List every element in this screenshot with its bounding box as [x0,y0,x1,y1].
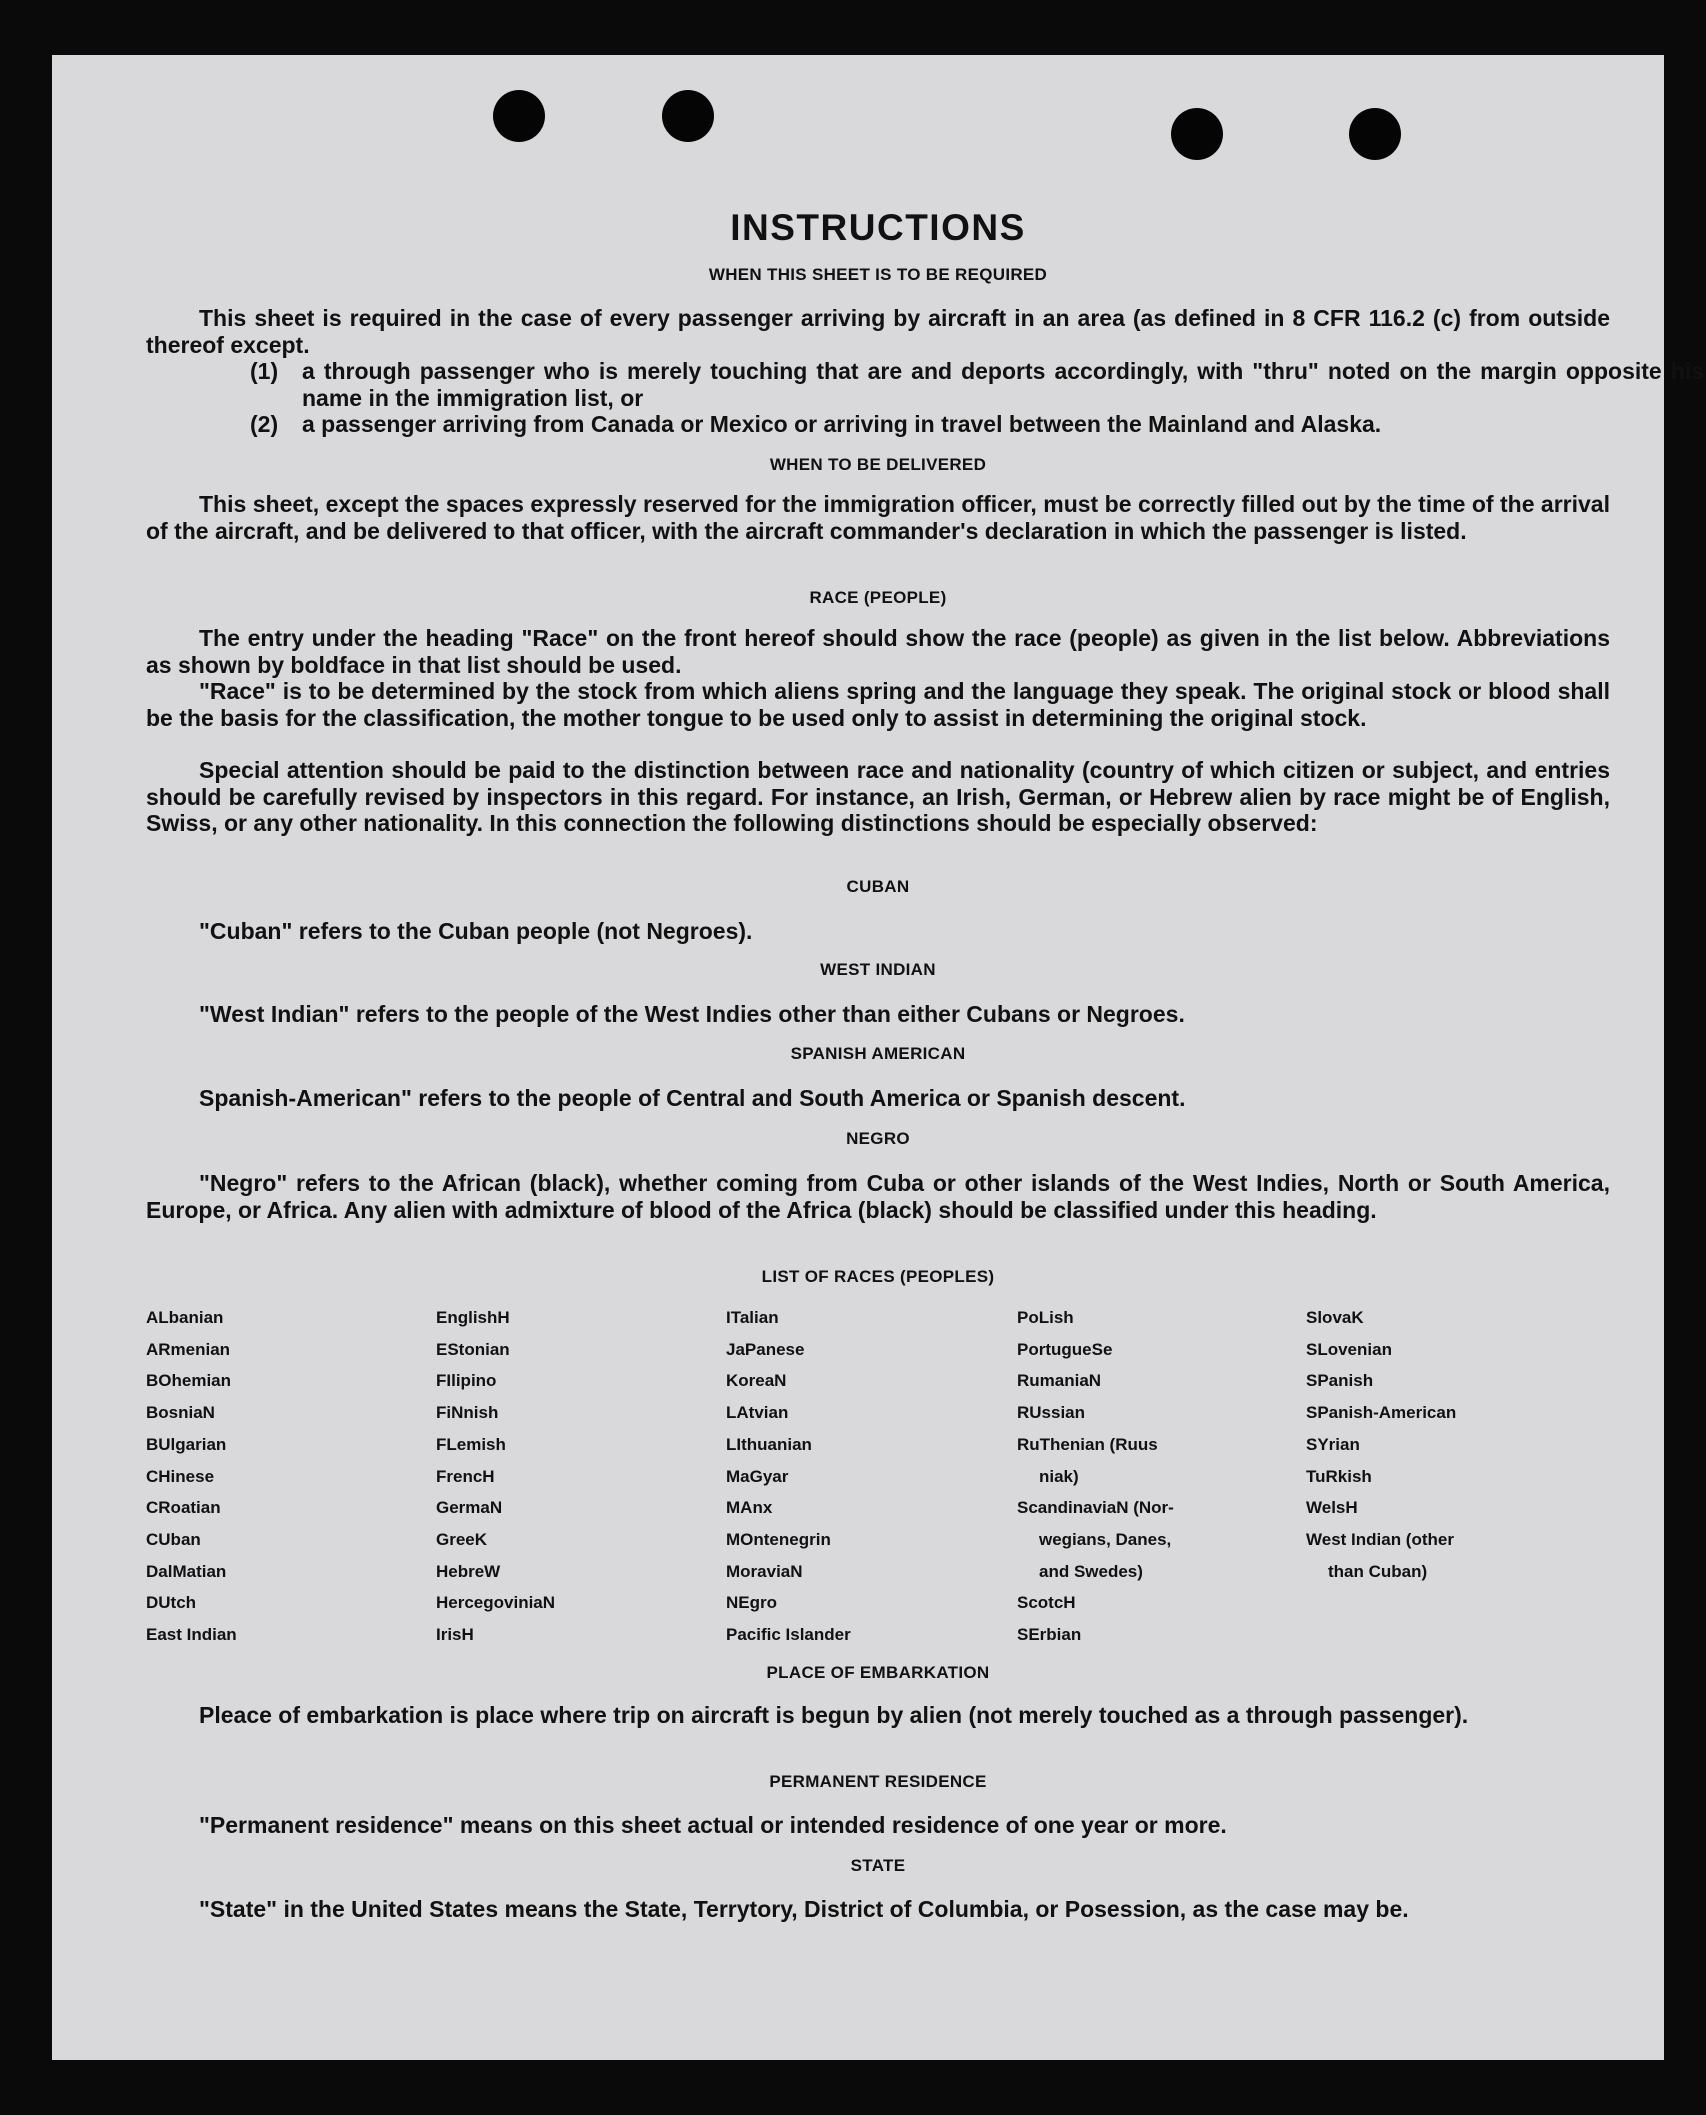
race-entry: RUssian [1017,1403,1086,1423]
race-entry: FiNnish [436,1403,499,1423]
heading-west-indian: WEST INDIAN [820,960,936,979]
race-entry: CRoatian [146,1498,221,1518]
punch-hole [1349,108,1401,160]
race-entry: ITalian [726,1308,779,1327]
list-item-number: (1) [250,358,279,384]
race-entry: CUban [146,1529,201,1549]
race-entry: ALbanian [146,1308,224,1327]
race-entry: FIlipino [436,1371,497,1391]
paragraph-permanent-residence: "Permanent residence" means on this sheet actual or intended residence of one year or more. [199,1812,1227,1838]
races-column-4 [1017,1302,1277,1651]
list-item-number: (2) [250,411,279,437]
race-entry: East Indian [146,1625,237,1645]
race-entry: DalMatian [146,1561,227,1581]
list-item-text: a passenger arriving from Canada or Mexico or arriving in travel between the Mainland and Alaska. [302,411,1382,437]
punch-hole [493,90,545,142]
paragraph-embarkation: Pleace of embarkation is place where trip on aircraft is begun by alien (not merely touched as a through passenger). [199,1702,1469,1728]
page-title: INSTRUCTIONS [730,207,1026,248]
race-entry: MOntenegrin [726,1529,831,1549]
race-entry: LIthuanian [726,1434,812,1454]
race-entry: GermaN [436,1498,503,1518]
punch-hole [1171,108,1223,160]
race-entry: PoLish [1017,1308,1074,1327]
race-entry-continued: wegians, Danes, [1039,1529,1172,1549]
paragraph-race-3: Special attention should be paid to the distinction between race and nationality (country of which citizen or subject, and entries should be carefully revised by inspectors in this regard. For instance, an Irish, German, or Hebrew alien by race might be of English, Swiss, or any other nationality. In this connection the following distinctions should be especially observed: [146,757,1610,836]
list-item-text: a through passenger who is merely touching that are and deports accordingly, with "thru" noted on the margin opposite his name in the immigration list, or [302,358,1704,411]
race-entry: MaGyar [726,1466,789,1486]
heading-spanish-american: SPANISH AMERICAN [790,1044,966,1063]
race-entry: EnglishH [436,1308,510,1327]
race-entry-continued: and Swedes) [1039,1561,1143,1581]
race-entry: RumaniaN [1017,1371,1102,1391]
race-entry: JaPanese [726,1339,805,1359]
race-entry: Pacific Islander [726,1625,851,1645]
race-entry: PortugueSe [1017,1339,1113,1359]
races-column-3 [726,1302,986,1651]
race-entry: SPanish-American [1306,1403,1457,1423]
paragraph-race-1: The entry under the heading "Race" on the front hereof should show the race (people) as given in the list below. Abbreviations as shown by boldface in that list should be used. [146,625,1610,678]
race-entry: MAnx [726,1498,773,1518]
race-entry: BOhemian [146,1371,232,1391]
race-entry: HercegoviniaN [436,1593,556,1613]
race-entry: SlovaK [1306,1308,1364,1327]
race-entry: West Indian (other [1306,1529,1454,1549]
list-item [250,411,1704,438]
race-entry: FLemish [436,1434,506,1454]
races-column-5 [1306,1302,1566,1587]
paragraph-state: "State" in the United States means the State, Terrytory, District of Columbia, or Posession, as the case may be. [199,1896,1409,1922]
paragraph-race-2: "Race" is to be determined by the stock from which aliens spring and the language they speak. The original stock or blood shall be the basis for the classification, the mother tongue to be used only to assist in determining the original stock. [146,678,1610,731]
race-entry: GreeK [436,1529,488,1549]
races-column-2 [436,1302,696,1651]
race-entry: ScandinaviaN (Nor- [1017,1498,1174,1518]
race-entry: WelsH [1306,1498,1358,1518]
race-entry: TuRkish [1306,1466,1372,1486]
race-entry: SErbian [1017,1625,1082,1645]
race-entry: LAtvian [726,1403,789,1423]
race-entry: NEgro [726,1593,777,1613]
race-entry: DUtch [146,1593,197,1613]
race-entry: BosniaN [146,1403,215,1423]
paragraph-west-indian: "West Indian" refers to the people of the West Indies other than either Cubans or Negroes. [199,1001,1185,1027]
race-entry: FrencH [436,1466,495,1486]
heading-state: STATE [850,1856,906,1875]
race-entry-continued: niak) [1039,1466,1079,1486]
paragraph-when-delivered: This sheet, except the spaces expressly reserved for the immigration officer, must be correctly filled out by the time of the arrival of the aircraft, and be delivered to that officer, with the aircraft commander's declaration in which the passenger is listed. [146,491,1610,544]
paragraph-when-required: This sheet is required in the case of every passenger arriving by aircraft in an area (as defined in 8 CFR 116.2 (c) from outside thereof except. [146,305,1610,358]
race-entry: HebreW [436,1561,501,1581]
race-entry: RuThenian (Ruus [1017,1434,1158,1454]
paragraph-negro: "Negro" refers to the African (black), whether coming from Cuba or other islands of the West Indies, North or South America, Europe, or Africa. Any alien with admixture of blood of the Africa (black) should be classified under this heading. [146,1170,1610,1223]
heading-negro: NEGRO [846,1129,910,1148]
race-entry-continued: than Cuban) [1328,1561,1428,1581]
race-entry: SLovenian [1306,1339,1392,1359]
race-entry: IrisH [436,1625,474,1645]
heading-when-required: WHEN THIS SHEET IS TO BE REQUIRED [708,265,1048,284]
races-column-1 [146,1302,406,1651]
paragraph-cuban: "Cuban" refers to the Cuban people (not Negroes). [199,918,753,944]
race-entry: ARmenian [146,1339,231,1359]
list-item [250,358,1704,411]
heading-permanent-residence: PERMANENT RESIDENCE [769,1772,987,1791]
paragraph-spanish-american: Spanish-American" refers to the people of Central and South America or Spanish descent. [199,1085,1186,1111]
race-entry: KoreaN [726,1371,787,1391]
heading-list-of-races: LIST OF RACES (PEOPLES) [761,1267,995,1286]
race-entry: ScotcH [1017,1593,1076,1613]
heading-cuban: CUBAN [846,877,910,896]
document-page [52,55,1704,2060]
race-entry: SYrian [1306,1434,1360,1454]
race-entry: SPanish [1306,1371,1374,1391]
race-entry: BUlgarian [146,1434,227,1454]
race-entry: CHinese [146,1466,215,1486]
punch-hole [662,90,714,142]
heading-embarkation: PLACE OF EMBARKATION [766,1663,990,1682]
heading-when-delivered: WHEN TO BE DELIVERED [769,455,987,474]
race-entry: EStonian [436,1339,510,1359]
heading-race: RACE (PEOPLE) [809,588,947,607]
race-entry: MoraviaN [726,1561,803,1581]
